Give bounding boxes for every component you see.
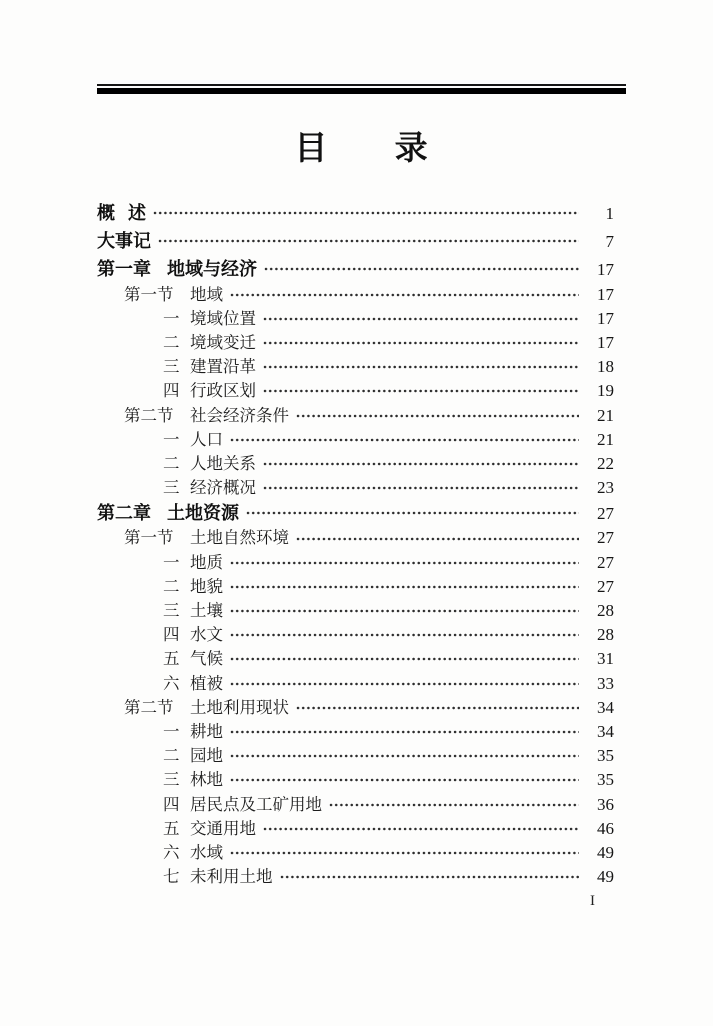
- toc-list: [97, 201, 614, 889]
- toc-entry-page: 34: [597, 697, 614, 717]
- dot-leader: [263, 389, 579, 393]
- toc-entry-page: 35: [597, 746, 614, 766]
- toc-entry: [97, 476, 614, 500]
- toc-entry: [97, 623, 614, 647]
- dot-leader: [296, 414, 579, 418]
- toc-entry-title: 植被: [190, 673, 223, 693]
- toc-entry-title: 土地资源: [167, 503, 239, 524]
- dot-leader: [329, 803, 579, 807]
- dot-leader: [230, 682, 579, 686]
- toc-entry-page: 27: [597, 528, 614, 548]
- toc-entry-page: 21: [597, 405, 614, 425]
- toc-entry-title: 地域与经济: [167, 259, 257, 280]
- toc-entry-page: 21: [597, 429, 614, 449]
- toc-entry-label: 三: [163, 357, 180, 377]
- toc-entry: [97, 404, 614, 428]
- toc-entry-page: 7: [605, 232, 614, 252]
- toc-entry: [97, 331, 614, 355]
- dot-leader: [246, 511, 579, 515]
- toc-entry-label: 一: [163, 308, 180, 328]
- page-title: 目 录: [294, 129, 429, 166]
- toc-entry-page: 22: [597, 453, 614, 473]
- toc-entry: [97, 672, 614, 696]
- toc-entry-page: 19: [597, 381, 614, 401]
- toc-entry: [97, 575, 614, 599]
- toc-entry-title: 水文: [190, 625, 223, 645]
- toc-entry-label: 三: [163, 601, 180, 620]
- toc-entry: [97, 841, 614, 865]
- dot-leader: [230, 561, 579, 565]
- toc-entry-title: 林地: [190, 770, 223, 790]
- dot-leader: [263, 317, 579, 321]
- toc-entry-label: 四: [163, 381, 180, 401]
- toc-entry: [97, 201, 614, 225]
- toc-entry-label: 一: [163, 429, 180, 449]
- toc-entry-label: 第二节: [124, 405, 174, 425]
- dot-leader: [296, 537, 579, 541]
- toc-entry: [97, 229, 614, 253]
- toc-entry-page: 46: [597, 818, 614, 838]
- dot-leader: [230, 730, 579, 734]
- toc-entry: [97, 696, 614, 720]
- toc-entry-title: 人地关系: [190, 453, 256, 473]
- toc-entry: [97, 599, 614, 623]
- toc-entry-page: 49: [597, 867, 614, 887]
- toc-entry-label: 四: [163, 625, 180, 645]
- toc-entry-label: 第一节: [124, 528, 174, 548]
- toc-entry-page: 35: [597, 770, 614, 790]
- toc-entry: [97, 793, 614, 817]
- dot-leader: [230, 754, 579, 758]
- toc-entry-label: 四: [163, 794, 180, 814]
- toc-entry-page: 49: [597, 842, 614, 862]
- toc-entry-page: 27: [597, 504, 614, 524]
- toc-entry-title: 建置沿革: [190, 357, 256, 377]
- dot-leader: [296, 706, 579, 710]
- toc-entry: [97, 647, 614, 671]
- toc-entry-page: 17: [597, 308, 614, 328]
- toc-entry-label: 三: [163, 478, 180, 498]
- toc-entry-title: 人口: [190, 429, 223, 449]
- dot-leader: [153, 211, 579, 215]
- header-rule: [97, 84, 626, 94]
- toc-entry-label: 概 述: [97, 203, 147, 223]
- toc-entry: [97, 452, 614, 476]
- toc-entry-page: 17: [597, 284, 614, 304]
- toc-entry-title: 境域位置: [190, 308, 256, 328]
- toc-entry-page: 33: [597, 673, 614, 693]
- dot-leader: [263, 365, 579, 369]
- dot-leader: [230, 585, 579, 589]
- toc-entry: [97, 526, 614, 550]
- dot-leader: [263, 341, 579, 345]
- toc-entry-title: 气候: [190, 649, 223, 669]
- toc-entry: [97, 551, 614, 575]
- folio-page-number: I: [590, 893, 595, 909]
- toc-entry-title: 园地: [190, 746, 223, 766]
- toc-entry-title: 水域: [190, 842, 223, 862]
- toc-entry: [97, 379, 614, 403]
- toc-entry-title: 境域变迁: [190, 332, 256, 352]
- header-rule-thick-line: [97, 88, 626, 94]
- toc-entry-page: 31: [597, 649, 614, 669]
- dot-leader: [230, 851, 579, 855]
- dot-leader: [263, 486, 579, 490]
- toc-entry-label: 一: [163, 552, 180, 572]
- toc-entry: [97, 817, 614, 841]
- toc-entry-label: 六: [163, 842, 180, 862]
- dot-leader: [230, 657, 579, 661]
- toc-entry-label: 第二节: [124, 697, 174, 717]
- toc-entry-title: 地域: [190, 284, 223, 304]
- toc-entry: [97, 720, 614, 744]
- toc-entry: [97, 865, 614, 889]
- toc-entry: [97, 283, 614, 307]
- toc-entry-title: 经济概况: [190, 478, 256, 498]
- toc-entry: [97, 501, 614, 525]
- toc-entry-page: 17: [597, 260, 614, 280]
- toc-entry-page: 18: [597, 357, 614, 377]
- dot-leader: [263, 462, 579, 466]
- toc-entry-label: 六: [163, 673, 180, 693]
- toc-entry-label: 第二章: [97, 503, 151, 524]
- dot-leader: [230, 633, 579, 637]
- toc-entry-label: 第一章: [97, 259, 151, 280]
- toc-entry-title: 地貌: [190, 576, 223, 596]
- toc-entry: [97, 768, 614, 792]
- dot-leader: [158, 239, 579, 243]
- toc-entry-page: 27: [597, 552, 614, 572]
- dot-leader: [230, 293, 579, 297]
- dot-leader: [280, 875, 580, 879]
- dot-leader: [230, 438, 579, 442]
- toc-entry-label: 五: [163, 818, 180, 838]
- toc-entry-title: 居民点及工矿用地: [190, 794, 322, 814]
- toc-entry-label: 七: [163, 867, 180, 887]
- toc-entry-label: 二: [163, 332, 180, 352]
- toc-entry-title: 土地自然环境: [190, 528, 289, 548]
- toc-entry-page: 17: [597, 332, 614, 352]
- toc-entry-label: 五: [163, 649, 180, 669]
- toc-entry: [97, 355, 614, 379]
- toc-entry-label: 二: [163, 576, 180, 596]
- toc-entry-label: 一: [163, 721, 180, 741]
- toc-entry-title: 未利用土地: [190, 867, 273, 887]
- toc-entry-title: 地质: [190, 552, 223, 572]
- toc-entry-title: 耕地: [190, 721, 223, 741]
- toc-entry-page: 27: [597, 576, 614, 596]
- toc-entry-title: 土地利用现状: [190, 697, 289, 717]
- toc-entry: [97, 257, 614, 281]
- toc-entry-title: 土壤: [190, 601, 223, 620]
- toc-entry-title: 交通用地: [190, 818, 256, 838]
- toc-entry-label: 三: [163, 770, 180, 790]
- toc-entry-page: 23: [597, 478, 614, 498]
- dot-leader: [263, 827, 579, 831]
- toc-entry-label: 二: [163, 746, 180, 766]
- dot-leader: [230, 778, 579, 782]
- toc-entry: [97, 744, 614, 768]
- toc-entry: [97, 307, 614, 331]
- toc-entry-title: 社会经济条件: [190, 405, 289, 425]
- toc-entry-page: 28: [597, 625, 614, 645]
- toc-entry-label: 第一节: [124, 284, 174, 304]
- toc-entry-page: 36: [597, 794, 614, 814]
- toc-entry-label: 二: [163, 453, 180, 473]
- toc-entry-page: 1: [605, 204, 614, 223]
- toc-entry-page: 34: [597, 721, 614, 741]
- toc-entry: [97, 428, 614, 452]
- toc-entry-label: 大事记: [97, 231, 151, 252]
- toc-entry-page: 28: [597, 601, 614, 620]
- dot-leader: [230, 609, 579, 613]
- toc-entry-title: 行政区划: [190, 381, 256, 401]
- dot-leader: [264, 267, 579, 271]
